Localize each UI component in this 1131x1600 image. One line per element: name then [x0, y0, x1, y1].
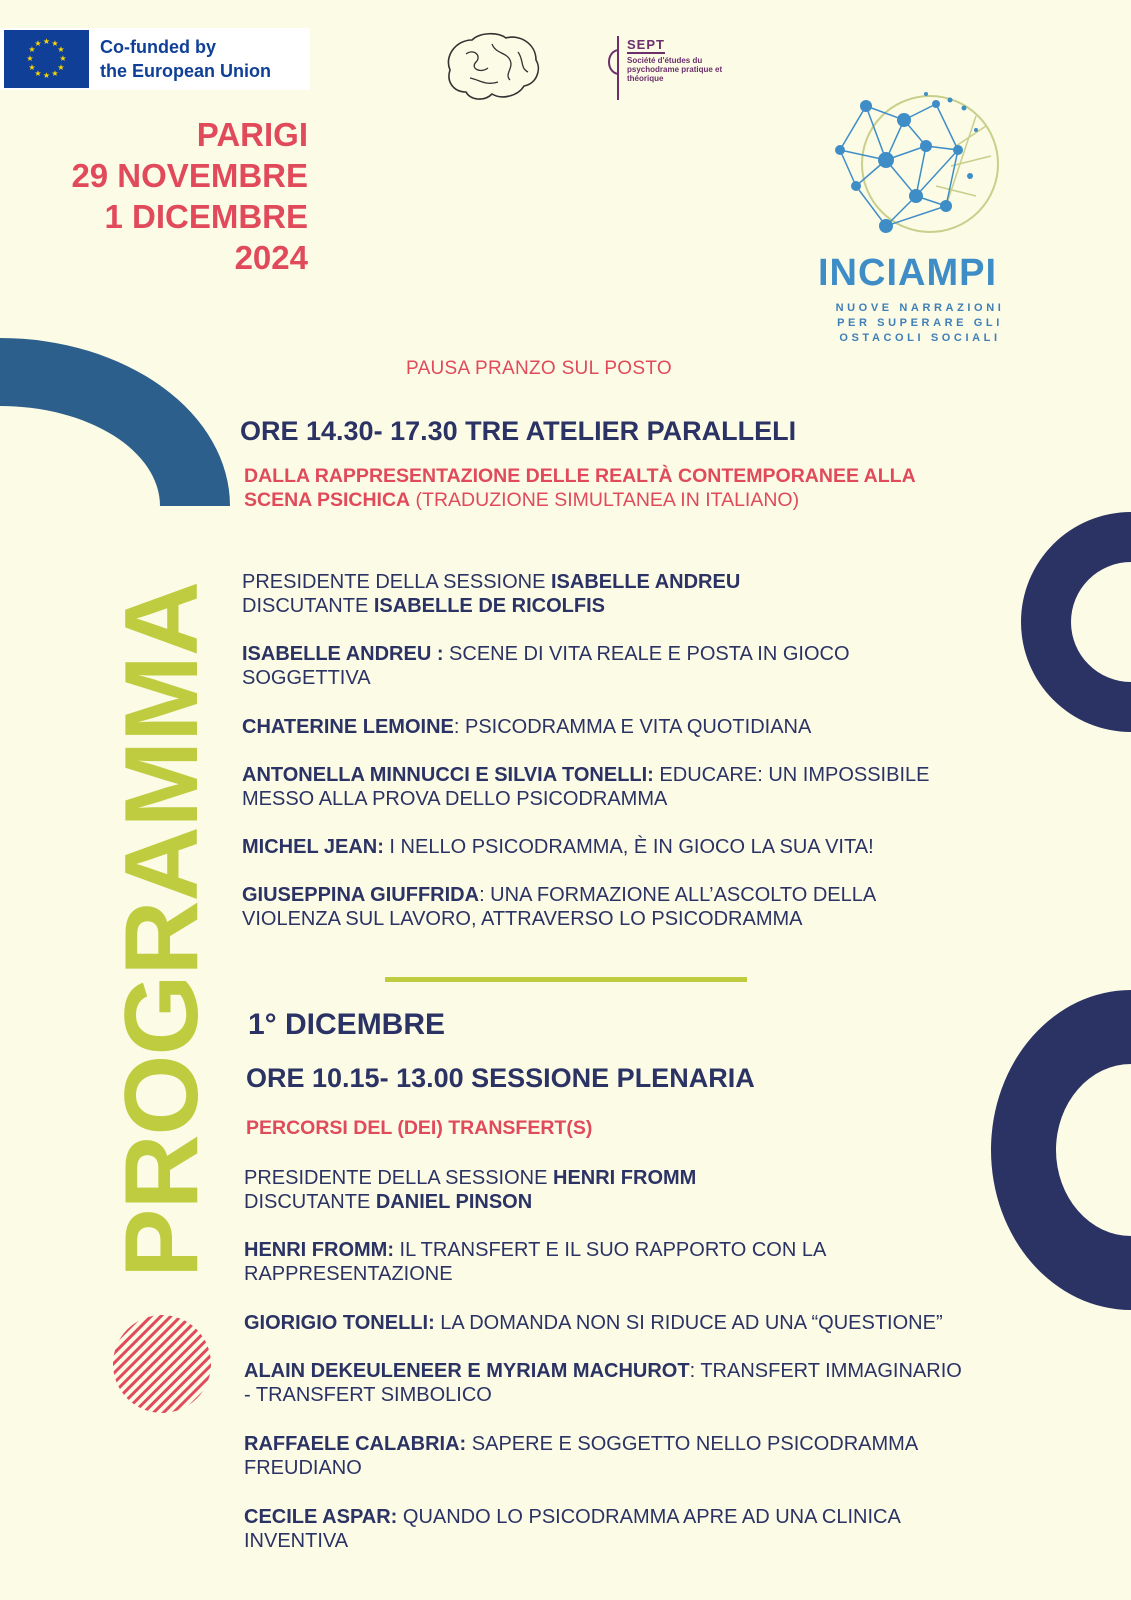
president-label: PRESIDENTE DELLA SESSIONE: [242, 571, 551, 593]
talk-speaker: ISABELLE ANDREU :: [242, 643, 444, 665]
navy-arc-right-upper: [1021, 512, 1131, 732]
svg-text:★: ★: [42, 71, 51, 80]
talk-title-cont: SOGGETTIVA: [242, 667, 371, 689]
tagline-line-3: OSTACOLI SOCIALI: [839, 332, 1001, 344]
talk-title: SAPERE E SOGGETTO NELLO PSICODRAMMA: [466, 1433, 919, 1455]
svg-text:★: ★: [57, 45, 65, 54]
tagline-line-1: NUOVE NARRAZIONI: [835, 302, 1005, 314]
talk-title: QUANDO LO PSICODRAMMA APRE AD UNA CLINICA: [397, 1506, 901, 1528]
sept-logo-icon: [604, 32, 626, 104]
day2-talk: [244, 1359, 1104, 1407]
talk-title: : TRANSFERT IMMAGINARIO: [689, 1360, 962, 1382]
discussant-name: DANIEL PINSON: [375, 1191, 533, 1213]
svg-text:★: ★: [59, 54, 67, 63]
event-year: 2024: [234, 239, 308, 276]
talk-title: SCENE DI VITA REALE E POSTA IN GIOCO: [443, 643, 850, 665]
discussant-name: ISABELLE DE RICOLFIS: [373, 595, 605, 617]
svg-text:★: ★: [51, 39, 59, 48]
lime-divider: [385, 977, 747, 982]
hatched-circle: [113, 1315, 211, 1413]
talk-speaker: MICHEL JEAN:: [242, 836, 384, 858]
day2-talk: [244, 1311, 1104, 1335]
brain-logo-icon: [440, 30, 544, 106]
day2-subtitle: PERCORSI DEL (DEI) TRANSFERT(S): [246, 1117, 593, 1139]
event-date-block: [0, 114, 308, 278]
blue-arc-top-left: [0, 338, 230, 506]
afternoon-talk: [242, 715, 1102, 739]
svg-text:★: ★: [42, 37, 51, 46]
eu-flag-icon: [4, 30, 89, 88]
afternoon-talk: [242, 835, 1102, 859]
talk-speaker: GIORIGIO TONELLI:: [244, 1312, 435, 1334]
talk-title-cont: INVENTIVA: [244, 1530, 349, 1552]
discussant-label: DISCUTANTE: [244, 1191, 376, 1213]
afternoon-talk: [242, 763, 1102, 811]
president-name: ISABELLE ANDREU: [551, 571, 741, 593]
president-name: HENRI FROMM: [553, 1167, 697, 1189]
svg-text:★: ★: [28, 63, 36, 72]
afternoon-talk: [242, 883, 1102, 931]
day2-talk: [244, 1238, 1104, 1286]
talk-speaker: CECILE ASPAR:: [244, 1506, 398, 1528]
inciampi-network-icon: [826, 86, 1016, 246]
talk-title-cont: MESSO ALLA PROVA DELLO PSICODRAMMA: [242, 788, 668, 810]
inciampi-brand-name: INCIAMPI: [818, 252, 997, 294]
svg-text:★: ★: [57, 63, 65, 72]
talk-title: EDUCARE: UN IMPOSSIBILE: [653, 764, 930, 786]
talk-title: LA DOMANDA NON SI RIDUCE AD UNA “QUESTIONE”: [434, 1312, 943, 1334]
talk-speaker: ANTONELLA MINNUCCI E SILVIA TONELLI:: [242, 764, 654, 786]
svg-text:★: ★: [51, 69, 59, 78]
talk-title: I NELLO PSICODRAMMA, È IN GIOCO LA SUA VITA!: [383, 836, 874, 858]
tagline-line-2: PER SUPERARE GLI: [837, 317, 1003, 329]
inciampi-tagline: [820, 301, 1020, 346]
talk-speaker: HENRI FROMM:: [244, 1239, 394, 1261]
event-date-line-2: 1 DICEMBRE: [104, 198, 308, 235]
talk-title-cont: VIOLENZA SUL LAVORO, ATTRAVERSO LO PSICODRAMMA: [242, 908, 803, 930]
afternoon-heading: ORE 14.30- 17.30 TRE ATELIER PARALLELI: [240, 416, 797, 446]
event-date-line-1: 29 NOVEMBRE: [71, 157, 308, 194]
eu-line-2: the European Union: [100, 61, 271, 81]
svg-text:★: ★: [26, 54, 34, 63]
talk-speaker: ALAIN DEKEULENEER E MYRIAM MACHUROT: [244, 1360, 690, 1382]
talk-title: : PSICODRAMMA E VITA QUOTIDIANA: [453, 716, 812, 738]
talk-title: : UNA FORMAZIONE ALL’ASCOLTO DELLA: [479, 884, 877, 906]
eu-line-1: Co-funded by: [100, 37, 216, 57]
discussant-label: DISCUTANTE: [242, 595, 374, 617]
program-title: PROGRAMMA: [104, 582, 220, 1278]
talk-title: IL TRANSFERT E IL SUO RAPPORTO CON LA: [393, 1239, 827, 1261]
talk-speaker: CHATERINE LEMOINE: [242, 716, 454, 738]
afternoon-translation-note: (TRADUZIONE SIMULTANEA IN ITALIANO): [410, 489, 800, 511]
svg-text:★: ★: [28, 45, 36, 54]
svg-text:★: ★: [34, 39, 42, 48]
svg-text:★: ★: [34, 69, 42, 78]
day2-heading: ORE 10.15- 13.00 SESSIONE PLENARIA: [246, 1063, 755, 1093]
sept-logo-label: SEPT: [627, 37, 665, 52]
sept-description: Société d'études du psychodrame pratique et théorique: [627, 56, 723, 83]
event-city: PARIGI: [196, 116, 308, 153]
lunch-note: PAUSA PRANZO SUL POSTO: [406, 358, 672, 379]
day2-session-chairs: [244, 1166, 1094, 1214]
afternoon-subtitle-line-2: SCENA PSICHICA: [244, 489, 411, 511]
afternoon-session-chairs: [242, 570, 1092, 618]
talk-speaker: GIUSEPPINA GIUFFRIDA: [242, 884, 480, 906]
day2-date: 1° DICEMBRE: [248, 1008, 446, 1041]
day2-talk: [244, 1432, 1104, 1480]
president-label: PRESIDENTE DELLA SESSIONE: [244, 1167, 553, 1189]
afternoon-talk: [242, 642, 1102, 690]
afternoon-subtitle-line-1: DALLA RAPPRESENTAZIONE DELLE REALTÀ CONTEMPORANEE ALLA: [244, 465, 916, 487]
talk-title-cont: RAPPRESENTAZIONE: [244, 1263, 453, 1285]
day2-talk: [244, 1505, 1104, 1553]
eu-funding-text: [100, 35, 271, 83]
afternoon-subtitle: [244, 464, 1084, 512]
talk-title-cont: - TRANSFERT SIMBOLICO: [244, 1384, 492, 1406]
talk-speaker: RAFFAELE CALABRIA:: [244, 1433, 467, 1455]
talk-title-cont: FREUDIANO: [244, 1457, 362, 1479]
